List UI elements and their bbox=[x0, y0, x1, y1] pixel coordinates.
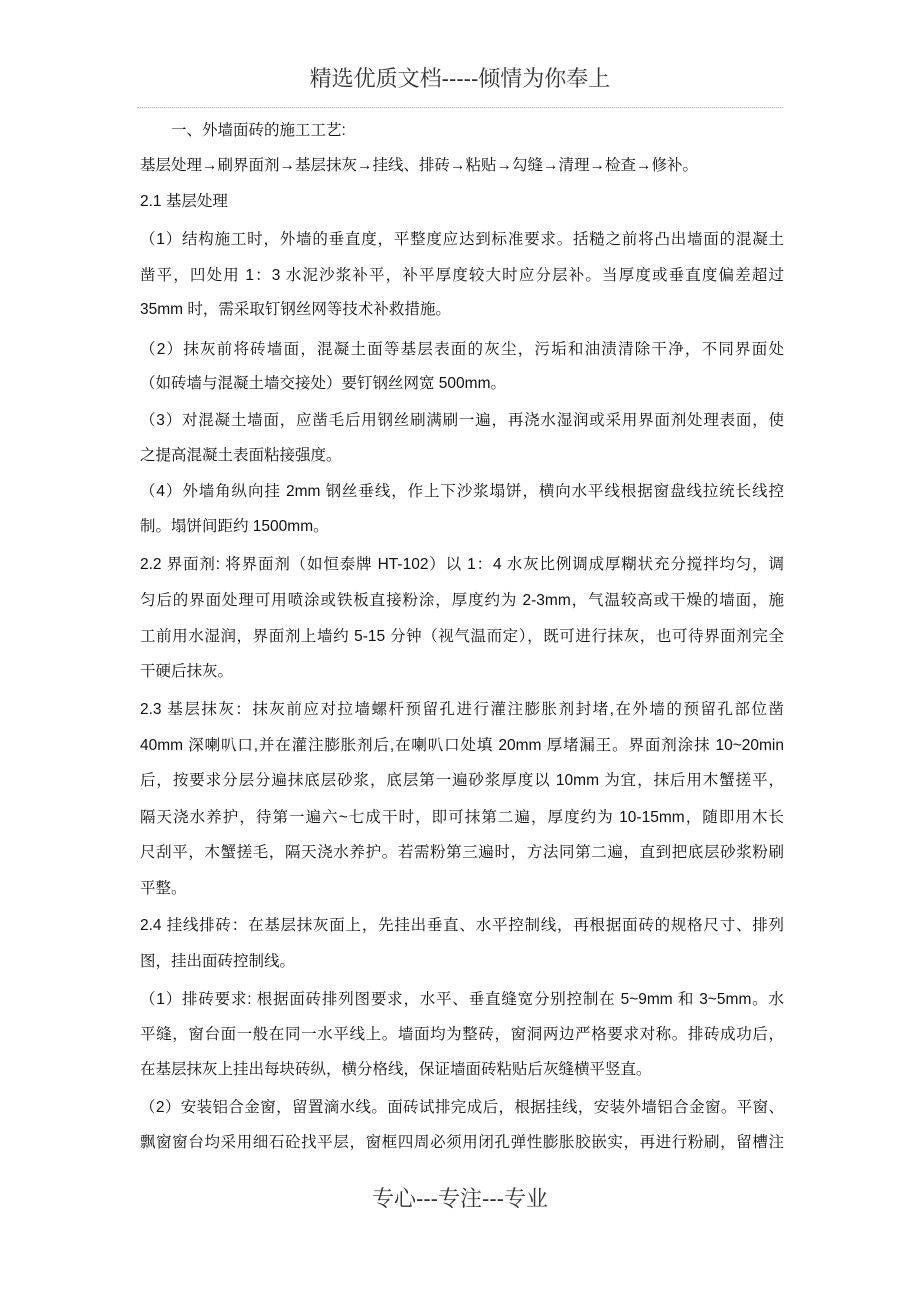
text-line: 凿平，凹处用 1：3 水泥沙浆补平，补平厚度较大时应分层补。当厚度或垂直度偏差超过 bbox=[140, 267, 784, 284]
text-line: 尺刮平，木蟹搓毛，隔天浇水养护。若需粉第三遍时，方法同第二遍，直到把底层砂浆粉刷 bbox=[140, 844, 784, 861]
text-line: 2.4 挂线排砖：在基层抹灰面上，先挂出垂直、水平控制线，再根据面砖的规格尺寸、排列 bbox=[140, 917, 784, 934]
text-line: （4）外墙角纵向挂 2mm 钢丝垂线，作上下沙浆塌饼，横向水平线根据窗盘线拉统长线控 bbox=[140, 483, 784, 500]
text-line: （如砖墙与混凝土墙交接处）要钉钢丝网宽 500mm。 bbox=[140, 375, 506, 392]
text-line: 一、外墙面砖的施工工艺: bbox=[140, 122, 346, 139]
text-line: 图，挂出面砖控制线。 bbox=[140, 953, 296, 970]
text-line: 35mm 时，需采取钉钢丝网等技术补救措施。 bbox=[140, 301, 451, 318]
text-line: 飘窗窗台均采用细石砼找平层，窗框四周必须用闭孔弹性膨胀胶嵌实，再进行粉刷，留槽注 bbox=[140, 1134, 784, 1151]
text-line: 隔天浇水养护，待第一遍六~七成干时，即可抹第二遍，厚度约为 10-15mm，随即用木长 bbox=[140, 809, 784, 826]
text-line: （1）结构施工时，外墙的垂直度，平整度应达到标准要求。括糙之前将凸出墙面的混凝土 bbox=[140, 231, 784, 248]
text-line: 之提高混凝土表面粘接强度。 bbox=[140, 447, 342, 464]
text-line: 工前用水湿润，界面剂上墙约 5-15 分钟（视气温而定），既可进行抹灰，也可待界面剂完全 bbox=[140, 628, 784, 645]
text-line: 制。塌饼间距约 1500mm。 bbox=[140, 518, 329, 535]
text-line: 平整。 bbox=[140, 880, 187, 897]
text-line: 干硬后抹灰。 bbox=[140, 663, 234, 680]
text-line: 2.1 基层处理 bbox=[140, 193, 228, 210]
header-divider bbox=[137, 107, 783, 108]
text-line: 平缝，窗台面一般在同一水平线上。墙面均为整砖，窗洞两边严格要求对称。排砖成功后， bbox=[140, 1026, 784, 1043]
text-line: 2.2 界面剂: 将界面剂（如恒泰牌 HT-102）以 1：4 水灰比例调成厚糊状充分搅拌均匀，调 bbox=[140, 556, 784, 573]
page-footer: 专心---专注---专业 bbox=[372, 1186, 548, 1211]
text-line: 基层处理→刷界面剂→基层抹灰→挂线、排砖→粘贴→勾缝→清理→检查→修补。 bbox=[140, 157, 699, 174]
page-header: 精选优质文档-----倾情为你奉上 bbox=[309, 66, 611, 91]
text-line: 在基层抹灰上挂出每块砖纵，横分格线，保证墙面砖粘贴后灰缝横平竖直。 bbox=[140, 1061, 652, 1078]
text-line: 40mm 深喇叭口,并在灌注膨胀剂后,在喇叭口处填 20mm 厚堵漏王。界面剂涂抹 10~20min bbox=[140, 737, 784, 754]
text-line: （1）排砖要求: 根据面砖排列图要求，水平、垂直缝宽分别控制在 5~9mm 和 3~5mm。水 bbox=[140, 991, 784, 1008]
text-line: 匀后的界面处理可用喷涂或铁板直接粉涂，厚度约为 2-3mm，气温较高或干燥的墙面，施 bbox=[140, 592, 784, 609]
text-line: 2.3 基层抹灰：抹灰前应对拉墙螺杆预留孔进行灌注膨胀剂封堵,在外墙的预留孔部位凿 bbox=[140, 701, 784, 718]
text-line: （3）对混凝土墙面，应凿毛后用钢丝刷满刷一遍，再浇水湿润或采用界面剂处理表面，使 bbox=[140, 412, 784, 429]
text-line: （2）安装铝合金窗，留置滴水线。面砖试排完成后，根据挂线，安装外墙铝合金窗。平窗、 bbox=[140, 1099, 784, 1116]
text-line: （2）抹灰前将砖墙面，混凝土面等基层表面的灰尘，污垢和油渍清除干净，不同界面处 bbox=[140, 341, 784, 358]
text-line: 后，按要求分层分遍抹底层砂浆，底层第一遍砂浆厚度以 10mm 为宜，抹后用木蟹搓平， bbox=[140, 772, 784, 789]
